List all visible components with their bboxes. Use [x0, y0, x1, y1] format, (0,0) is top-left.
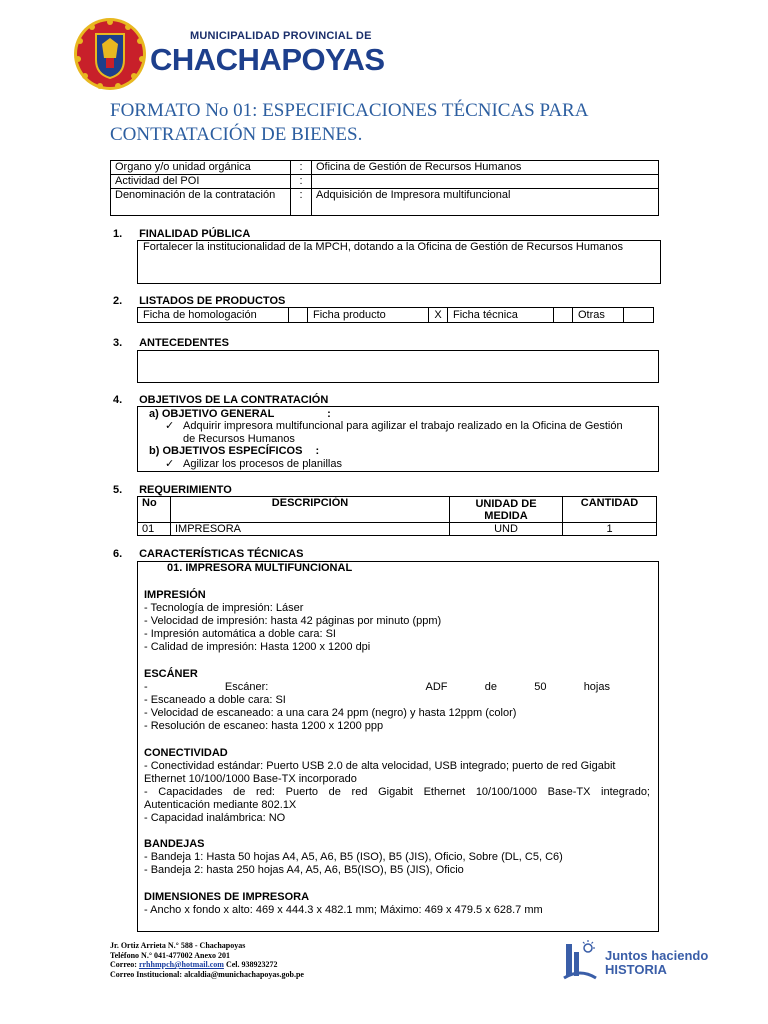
footer-cel: Cel. 938923272 [223, 960, 278, 969]
product-list-table [137, 307, 654, 323]
column-header: DESCRIPCIÓN [171, 497, 450, 523]
org-top-label: MUNICIPALIDAD PROVINCIAL DE [190, 30, 372, 42]
footer-contact [110, 941, 304, 979]
section-3-heading [113, 337, 229, 349]
general-objective-label [149, 408, 331, 421]
table-cell: IMPRESORA [171, 523, 450, 536]
spec-line: - Tecnología de impresión: Láser [144, 602, 304, 614]
bandejas-heading: BANDEJAS [144, 838, 205, 850]
dimensiones-heading: DIMENSIONES DE IMPRESORA [144, 891, 310, 903]
section-title: REQUERIMIENTO [139, 484, 232, 496]
info-value [312, 175, 659, 189]
colon: : [327, 408, 331, 420]
section-title: LISTADOS DE PRODUCTOS [139, 295, 286, 307]
product-option: Ficha de homologación [138, 308, 289, 323]
footer-email-line [110, 960, 304, 970]
section-4-heading [113, 394, 328, 406]
spec-word: 50 [534, 681, 547, 693]
spec-line: Autenticación mediante 802.1X [144, 799, 297, 811]
info-sep: : [291, 175, 312, 189]
org-main-label: CHACHAPOYAS [150, 42, 385, 77]
info-table [110, 160, 659, 216]
product-option: Ficha producto [308, 308, 429, 323]
column-header: CANTIDAD [563, 497, 657, 523]
product-mark [289, 308, 308, 323]
section-number: 4. [113, 394, 123, 406]
product-mark [624, 308, 654, 323]
specific-objective-item [165, 458, 342, 471]
section-number: 5. [113, 484, 123, 496]
column-header: UNIDAD DE MEDIDA [450, 497, 563, 523]
table-row [138, 308, 654, 323]
footer-email-link[interactable]: rrhhmpch@hotmail.com [138, 960, 224, 969]
table-header-row [138, 497, 657, 523]
spec-line: - Calidad de impresión: Hasta 1200 x 1200 dpi [144, 641, 371, 653]
spec-line: - Velocidad de impresión: hasta 42 páginas por minuto (ppm) [144, 615, 442, 627]
general-objective-title: a) OBJETIVO GENERAL [149, 408, 275, 420]
background-box [137, 350, 659, 383]
section-title: FINALIDAD PÚBLICA [139, 228, 251, 240]
info-sep: : [291, 189, 312, 216]
specific-objective-title: b) OBJETIVOS ESPECÍFICOS [149, 445, 303, 457]
juntos-historia-logo [562, 938, 598, 987]
table-cell: UND [450, 523, 563, 536]
section-number: 2. [113, 295, 123, 307]
info-label: Organo y/o unidad orgánica [111, 161, 291, 175]
colon: : [315, 445, 320, 457]
section-6-heading [113, 548, 303, 560]
footer-phone: Teléfono N.° 041-477002 Anexo 201 [110, 950, 231, 960]
general-objective-line-2: de Recursos Humanos [183, 432, 295, 445]
table-row [111, 175, 659, 189]
spec-line: - Bandeja 1: Hasta 50 hojas A4, A5, A6, B5 (ISO), B5 (JIS), Oficio, Sobre (DL, C5, C6) [144, 851, 563, 863]
conectividad-heading: CONECTIVIDAD [144, 747, 228, 759]
escaner-heading: ESCÁNER [144, 668, 198, 680]
column-header: No [138, 497, 171, 523]
footer-inst-email: Correo Institucional: alcaldia@munichachapoyas.gob.pe [110, 969, 304, 979]
title-line-1: FORMATO No 01: ESPECIFICACIONES TÉCNICAS PARA [110, 100, 589, 121]
table-cell: 01 [138, 523, 171, 536]
purpose-text: Fortalecer la institucionalidad de la MPCH, dotando a la Oficina de Gestión de Recursos Humanos [143, 241, 623, 253]
table-cell: 1 [563, 523, 657, 536]
building-sun-icon [562, 938, 598, 982]
scanner-spec-row [144, 681, 610, 694]
coat-of-arms-icon [70, 14, 150, 94]
slogan-line-1: Juntos haciendo [605, 948, 709, 963]
section-title: ANTECEDENTES [139, 337, 229, 349]
objectives-box [137, 406, 659, 472]
product-option: Ficha técnica [448, 308, 554, 323]
spec-line: - Capacidades de red: Puerto de red Gigabit Ethernet 10/100/1000 Base-TX integrado; [144, 786, 650, 798]
specific-objective-label [149, 445, 319, 458]
footer-address: Jr. Ortiz Arrieta N.° 588 - Chachapoyas [110, 941, 246, 950]
spec-line: - Velocidad de escaneado: a una cara 24 ppm (negro) y hasta 12ppm (color) [144, 707, 517, 719]
table-row [111, 161, 659, 175]
section-5-heading [113, 484, 232, 496]
spec-line: - Escaneado a doble cara: SI [144, 694, 286, 706]
section-1-heading [113, 228, 250, 240]
title-line-2: CONTRATACIÓN DE BIENES. [110, 124, 363, 145]
info-sep: : [291, 161, 312, 175]
spec-word: hojas [583, 681, 610, 693]
info-label: Actividad del POI [111, 175, 291, 189]
spec-word: ADF [425, 681, 448, 693]
general-objective-item [165, 420, 655, 445]
section-2-heading [113, 295, 285, 307]
section-number: 6. [113, 548, 123, 560]
section-number: 1. [113, 228, 123, 240]
spec-line: - Resolución de escaneo: hasta 1200 x 1200 ppp [144, 720, 384, 732]
info-label: Denominación de la contratación [111, 189, 291, 216]
info-value: Adquisición de Impresora multifuncional [312, 189, 659, 216]
spec-line: - Conectividad estándar: Puerto USB 2.0 de alta velocidad, USB integrado; puerto de red Gigabit [144, 760, 616, 772]
spec-word: de [484, 681, 497, 693]
spec-line: Ethernet 10/100/1000 Base-TX incorporado [144, 773, 357, 785]
footer-email-label: Correo: [110, 960, 139, 969]
section-title: CARACTERÍSTICAS TÉCNICAS [139, 548, 304, 560]
impresion-heading: IMPRESIÓN [144, 589, 206, 601]
spec-dash: - [144, 681, 148, 693]
spec-line: - Capacidad inalámbrica: NO [144, 812, 286, 824]
info-value: Oficina de Gestión de Recursos Humanos [312, 161, 659, 175]
checkmark-icon: ✓ [165, 458, 175, 470]
characteristics-box [137, 561, 659, 932]
item-title: 01. IMPRESORA MULTIFUNCIONAL [167, 562, 353, 574]
requirement-table [137, 496, 657, 536]
spec-line: - Impresión automática a doble cara: SI [144, 628, 336, 640]
spec-line: - Ancho x fondo x alto: 469 x 444.3 x 482.1 mm; Máximo: 469 x 479.5 x 628.7 mm [144, 904, 543, 916]
document-title [110, 99, 670, 147]
specific-objective-text: Agilizar los procesos de planillas [183, 458, 342, 470]
table-row [111, 189, 659, 216]
product-option: Otras [573, 308, 624, 323]
section-title: OBJETIVOS DE LA CONTRATACIÓN [139, 394, 329, 406]
spec-line: - Bandeja 2: hasta 250 hojas A4, A5, A6, B5(ISO), B5 (JIS), Oficio [144, 864, 464, 876]
table-row [138, 523, 657, 536]
purpose-box [137, 240, 661, 284]
product-mark: X [429, 308, 448, 323]
section-number: 3. [113, 337, 123, 349]
product-mark [554, 308, 573, 323]
checkmark-icon: ✓ [165, 420, 175, 432]
spec-word: Escáner: [224, 681, 269, 693]
slogan-line-2: HISTORIA [605, 962, 667, 977]
general-objective-line-1: Adquirir impresora multifuncional para agilizar el trabajo realizado en la Oficina de Gestión [183, 420, 623, 432]
